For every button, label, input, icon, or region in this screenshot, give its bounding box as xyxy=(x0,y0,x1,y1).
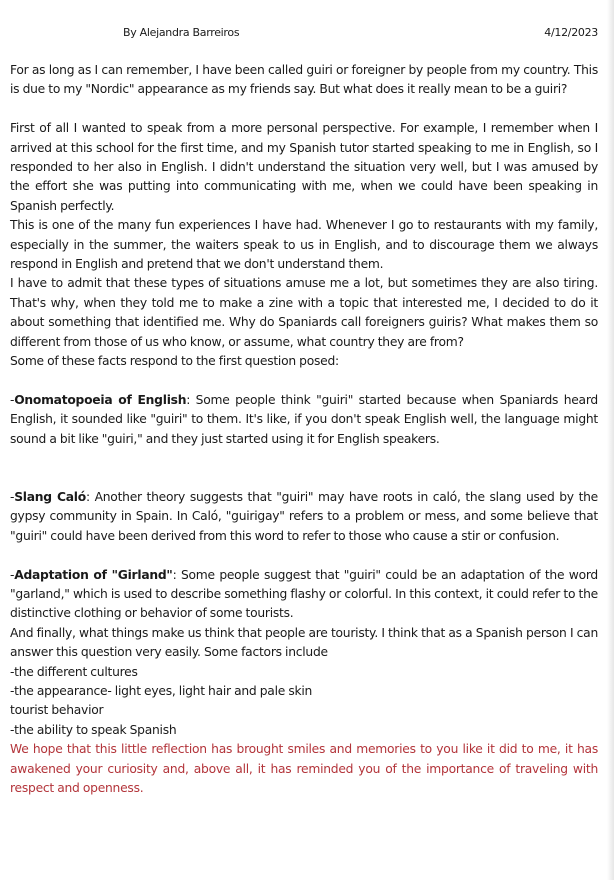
theory-girland: -Adaptation of "Girland": Some people suggest that "guiri" could be an adaptation of the word "garland," which is used to describe something flashy or colorful. In this context, it could refer to the distinctive clothing or behavior of some tourists. xyxy=(10,567,598,621)
paragraph-touristy: And finally, what things make us think that people are touristy. I think that as a Spanish person I can answer this question very easily. Some factors include xyxy=(10,625,598,660)
article-body xyxy=(10,61,598,798)
factor-item: -the appearance- light eyes, light hair and pale skin xyxy=(10,683,313,698)
intro-paragraph: For as long as I can remember, I have been called guiri or foreigner by people from my country. This is due to my "Nordic" appearance as my friends say. But what does it really mean to be a guiri? xyxy=(10,63,598,97)
paragraph-school: First of all I wanted to speak from a more personal perspective. For example, I remember when I arrived at this school for the first time, and my Spanish tutor started speaking to me in English, so I responded to her also in English. I didn't understand the situation very well, but I was amused by the effort she was putting into communicating with me, when we could have been speaking in Spanish perfectly. xyxy=(10,121,598,213)
theory-slang-calo: -Slang Caló: Another theory suggests that "guiri" may have roots in caló, the slang used by the gypsy community in Spain. In Caló, "guirigay" refers to a problem or mess, and some believe that "guiri" could have been derived from this word to refer to those who cause a stir or confusion. xyxy=(10,489,599,543)
publish-date: 4/12/2023 xyxy=(544,26,598,39)
paragraph-zine: I have to admit that these types of situations amuse me a lot, but sometimes they are also tiring. That's why, when they told me to make a zine with a topic that interested me, I decided to do it about something that identified me. Why do Spaniards call foreigners guiris? What makes them so different from those of us who know, or assume, what country they are from? xyxy=(10,276,598,349)
theory-title: Adaptation of "Girland" xyxy=(14,567,173,582)
paragraph-question: Some of these facts respond to the first question posed: xyxy=(10,354,339,369)
theory-title: Onomatopoeia of English xyxy=(14,392,187,407)
factor-item: -the ability to speak Spanish xyxy=(10,722,177,737)
paragraph-restaurants: This is one of the many fun experiences I have had. Whenever I go to restaurants with my family, especially in the summer, the waiters speak to us in English, and to discourage them we always respond in English and pretend that we don't understand them. xyxy=(10,218,598,272)
closing-paragraph: We hope that this little reflection has brought smiles and memories to you like it did to me, it has awakened your curiosity and, above all, it has reminded you of the importance of traveling with respect and openness. xyxy=(10,742,598,795)
factor-item: tourist behavior xyxy=(10,703,104,718)
author-byline: By Alejandra Barreiros xyxy=(123,26,240,39)
page-edge-shadow xyxy=(607,0,614,880)
factor-item: -the different cultures xyxy=(10,664,138,679)
theory-onomatopoeia: -Onomatopoeia of English: Some people think "guiri" started because when Spaniards heard English, it sounded like "guiri" to them. It's like, if you don't speak English well, the language might sound a bit like "guiri," and they just started using it for English speakers. xyxy=(10,392,598,446)
theory-title: Slang Caló xyxy=(14,489,86,504)
